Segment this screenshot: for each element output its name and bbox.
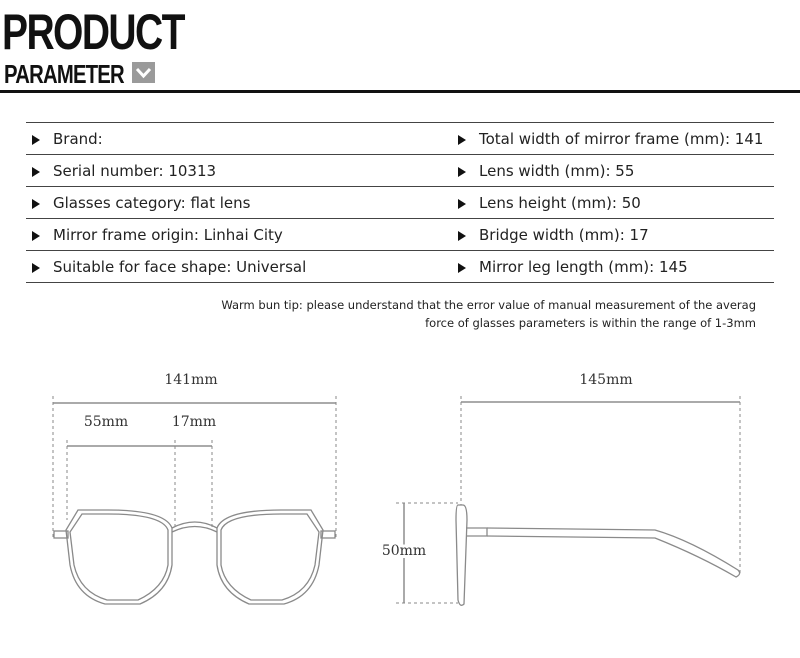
spec-label: Bridge width (mm): 17	[479, 226, 649, 244]
spec-item	[32, 251, 306, 283]
spec-label: Mirror leg length (mm): 145	[479, 258, 688, 276]
tip-line-2: force of glasses parameters is within the range of 1-3mm	[425, 316, 756, 330]
triangle-bullet-icon	[32, 263, 40, 273]
spec-label: Total width of mirror frame (mm): 141	[479, 130, 764, 148]
spec-label: Lens width (mm): 55	[479, 162, 635, 180]
front-view	[53, 372, 336, 604]
total-width-label: 141mm	[164, 372, 218, 388]
spec-label: Suitable for face shape: Universal	[53, 258, 307, 276]
bridge-width-label: 17mm	[171, 414, 217, 430]
lens-height-label: 50mm	[381, 543, 427, 559]
spec-item	[458, 219, 649, 251]
side-view	[382, 372, 740, 605]
spec-label: Brand:	[53, 130, 103, 148]
triangle-bullet-icon	[32, 199, 40, 209]
spec-row	[26, 187, 774, 219]
triangle-bullet-icon	[32, 167, 40, 177]
glasses-dimension-diagram	[0, 360, 800, 658]
triangle-bullet-icon	[458, 199, 466, 209]
triangle-bullet-icon	[32, 231, 40, 241]
spec-item	[32, 155, 216, 187]
header-divider	[0, 90, 800, 93]
spec-item	[32, 187, 250, 219]
tip-line-1: Warm bun tip: please understand that the error value of manual measurement of the averag	[221, 298, 756, 312]
triangle-bullet-icon	[458, 167, 466, 177]
page-subtitle: PARAMETER	[4, 59, 124, 89]
spec-item	[458, 123, 763, 155]
spec-label: Serial number: 10313	[53, 162, 217, 180]
spec-label: Lens height (mm): 50	[479, 194, 641, 212]
spec-row	[26, 219, 774, 251]
triangle-bullet-icon	[458, 135, 466, 145]
spec-item	[458, 187, 641, 219]
triangle-bullet-icon	[458, 231, 466, 241]
spec-item	[458, 155, 634, 187]
spec-item	[458, 251, 688, 283]
page-header	[0, 0, 800, 96]
chevron-down-icon	[132, 62, 155, 83]
lens-width-label: 55mm	[83, 414, 129, 430]
triangle-bullet-icon	[458, 263, 466, 273]
glasses-side-drawing	[456, 505, 740, 605]
page-title: PRODUCT	[2, 4, 184, 60]
glasses-front-drawing	[54, 510, 335, 604]
spec-table	[26, 122, 774, 283]
triangle-bullet-icon	[32, 135, 40, 145]
spec-item	[32, 123, 103, 155]
spec-row	[26, 155, 774, 187]
measurement-tip	[136, 296, 756, 332]
spec-item	[32, 219, 283, 251]
spec-row	[26, 122, 774, 155]
leg-length-label: 145mm	[579, 372, 633, 388]
spec-row	[26, 251, 774, 283]
spec-label: Mirror frame origin: Linhai City	[53, 226, 283, 244]
row-divider	[26, 282, 774, 283]
spec-label: Glasses category: flat lens	[53, 194, 251, 212]
